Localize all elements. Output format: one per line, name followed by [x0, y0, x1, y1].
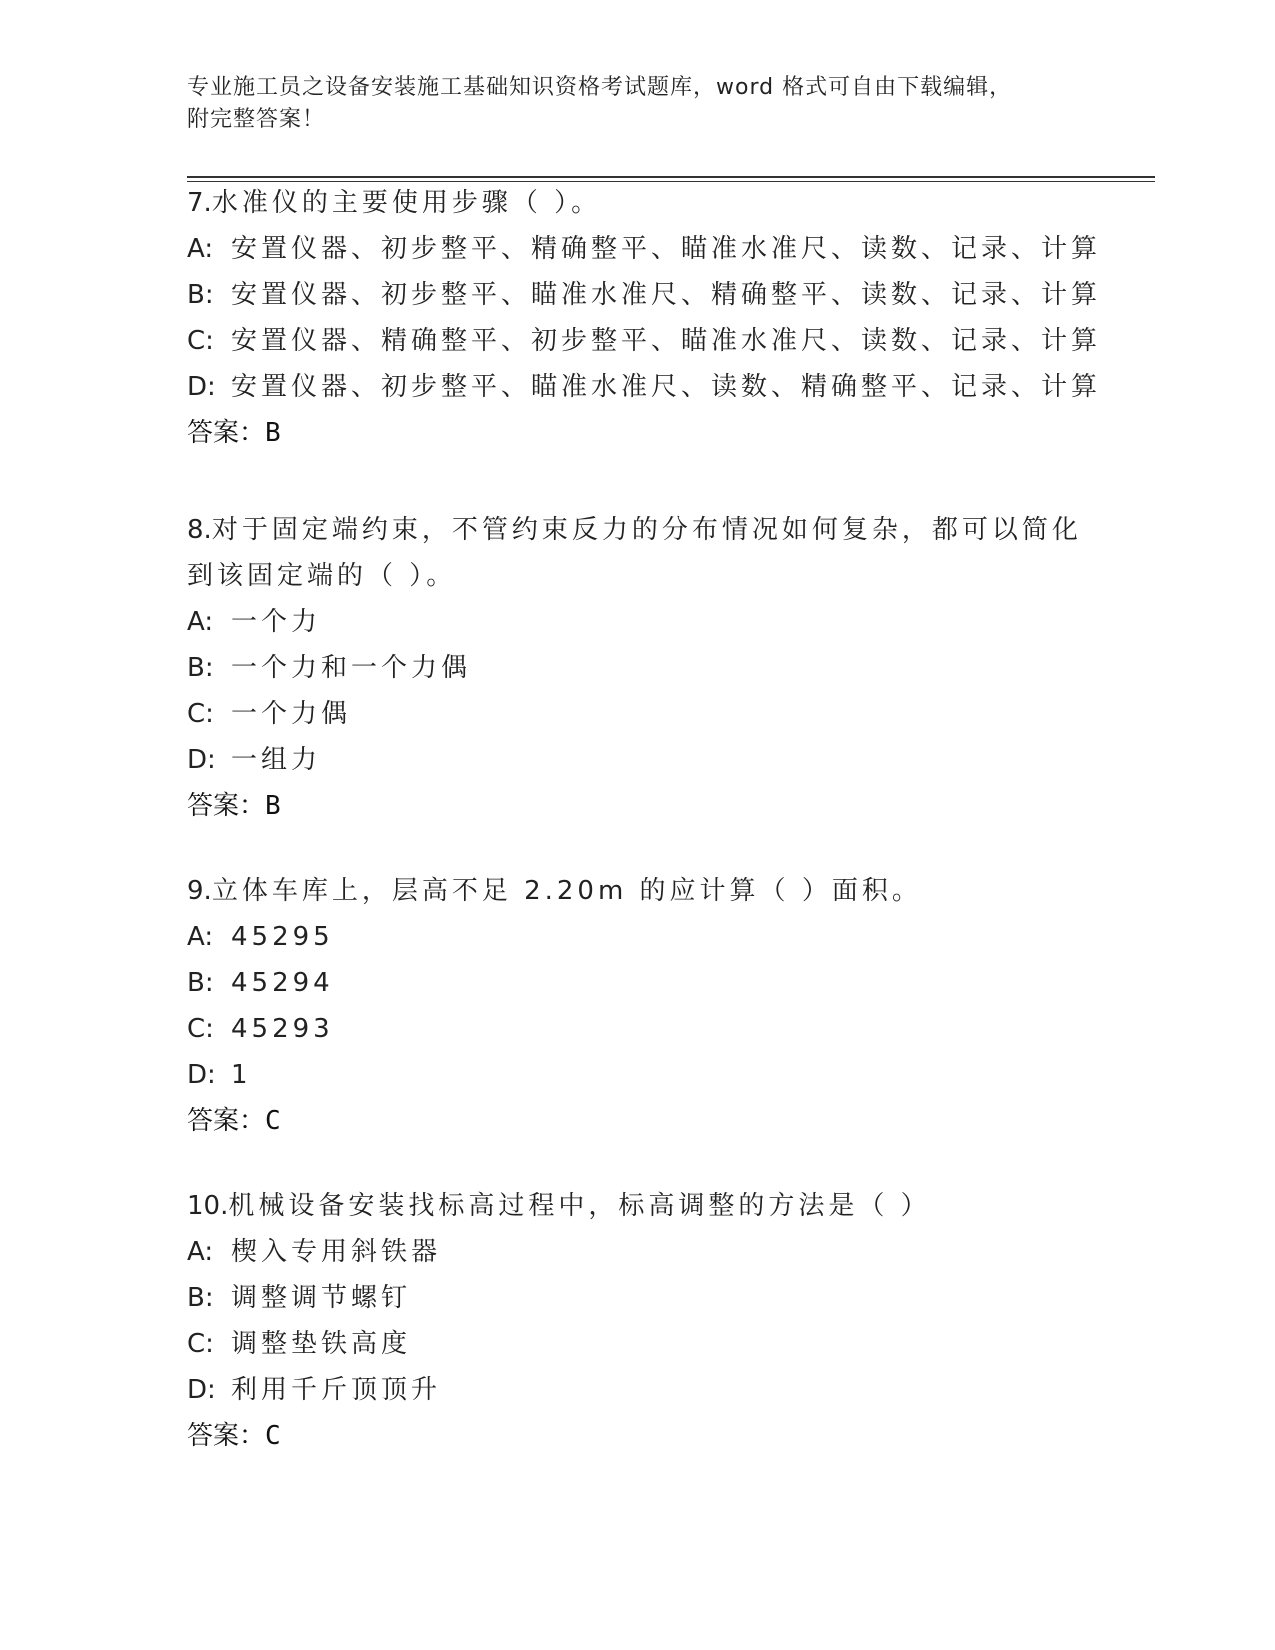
question-8	[187, 507, 1147, 829]
option-c	[187, 1006, 1147, 1052]
question-number: 10.	[187, 1191, 229, 1221]
option-c	[187, 1321, 1147, 1367]
option-letter: D:	[187, 1375, 216, 1405]
option-letter: B:	[187, 968, 214, 998]
option-text: 一个力偶	[231, 699, 352, 729]
option-letter: A:	[187, 1237, 214, 1267]
answer-line: 答案：B	[187, 418, 281, 448]
header-divider-thick	[187, 176, 1155, 178]
answer-line: 答案：B	[187, 791, 281, 821]
option-b	[187, 960, 1147, 1006]
option-text: 调整调节螺钉	[231, 1283, 412, 1313]
question-stem	[187, 507, 1147, 553]
option-a	[187, 599, 1147, 645]
question-text: 机械设备安装找标高过程中，标高调整的方法是（ ）	[228, 1191, 931, 1221]
answer-line: 答案：C	[187, 1106, 281, 1136]
option-c	[187, 691, 1147, 737]
option-d	[187, 364, 1147, 410]
option-letter: B:	[187, 653, 214, 683]
header-line-1: 专业施工员之设备安装施工基础知识资格考试题库，word 格式可自由下载编辑，	[187, 75, 1013, 100]
question-number: 8.	[187, 515, 212, 545]
option-letter: A:	[187, 922, 214, 952]
option-letter: D:	[187, 1060, 216, 1090]
option-text: 一组力	[231, 745, 322, 775]
option-text: 45295	[231, 922, 334, 952]
option-c	[187, 318, 1147, 364]
question-stem	[187, 1183, 1147, 1229]
option-b	[187, 645, 1147, 691]
option-letter: A:	[187, 234, 214, 264]
option-text: 45294	[231, 968, 334, 998]
option-a	[187, 914, 1147, 960]
option-letter: B:	[187, 1283, 214, 1313]
option-text: 一个力	[231, 607, 322, 637]
question-9	[187, 868, 1147, 1144]
option-letter: C:	[187, 326, 214, 356]
option-text: 安置仪器、初步整平、精确整平、瞄准水准尺、读数、记录、计算	[231, 234, 1102, 264]
option-letter: B:	[187, 280, 214, 310]
question-stem	[187, 180, 1147, 226]
option-text: 调整垫铁高度	[231, 1329, 412, 1359]
option-letter: C:	[187, 1014, 214, 1044]
header-line-2: 附完整答案！	[187, 107, 326, 132]
option-letter: C:	[187, 699, 214, 729]
question-stem-continued: 到该固定端的（ ）。	[187, 561, 457, 591]
question-10	[187, 1183, 1147, 1459]
option-text: 安置仪器、初步整平、瞄准水准尺、精确整平、读数、记录、计算	[231, 280, 1102, 310]
option-b	[187, 272, 1147, 318]
option-letter: A:	[187, 607, 214, 637]
answer-line: 答案：C	[187, 1421, 281, 1451]
option-d	[187, 737, 1147, 783]
option-d	[187, 1367, 1147, 1413]
option-letter: D:	[187, 745, 216, 775]
option-a	[187, 1229, 1147, 1275]
question-number: 7.	[187, 188, 212, 218]
option-d	[187, 1052, 1147, 1098]
option-a	[187, 226, 1147, 272]
document-header	[187, 72, 1087, 136]
option-text: 安置仪器、精确整平、初步整平、瞄准水准尺、读数、记录、计算	[231, 326, 1102, 356]
question-7	[187, 180, 1147, 456]
option-letter: D:	[187, 372, 216, 402]
question-text: 立体车库上，层高不足 2.20m 的应计算（ ）面积。	[211, 876, 922, 906]
question-stem	[187, 868, 1147, 914]
option-text: 楔入专用斜铁器	[231, 1237, 442, 1267]
question-text: 水准仪的主要使用步骤（ ）。	[211, 188, 602, 218]
option-text: 一个力和一个力偶	[231, 653, 472, 683]
question-text: 对于固定端约束，不管约束反力的分布情况如何复杂，都可以简化	[211, 515, 1082, 545]
option-text: 45293	[231, 1014, 334, 1044]
option-b	[187, 1275, 1147, 1321]
question-number: 9.	[187, 876, 212, 906]
option-letter: C:	[187, 1329, 214, 1359]
option-text: 1	[231, 1060, 252, 1090]
option-text: 利用千斤顶顶升	[231, 1375, 442, 1405]
option-text: 安置仪器、初步整平、瞄准水准尺、读数、精确整平、记录、计算	[231, 372, 1102, 402]
